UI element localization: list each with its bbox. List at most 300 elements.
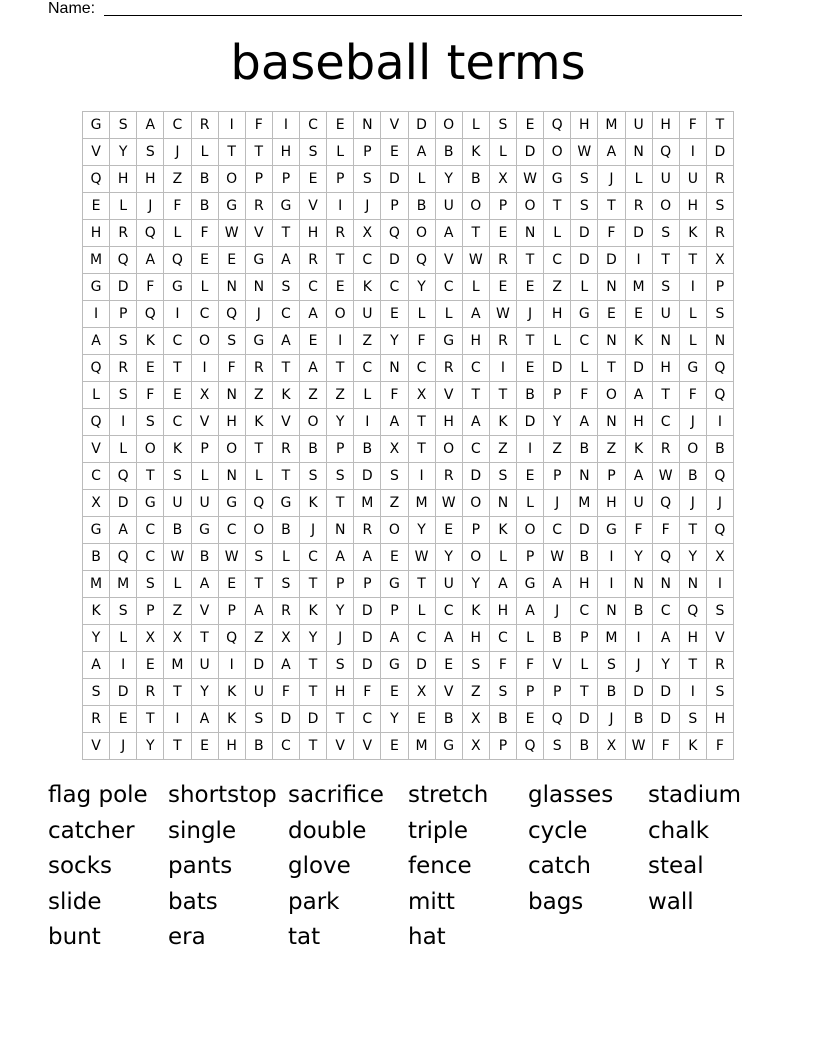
- grid-cell: P: [327, 436, 354, 463]
- grid-cell: U: [436, 571, 463, 598]
- grid-cell: S: [300, 139, 327, 166]
- grid-cell: H: [571, 571, 598, 598]
- grid-cell: L: [164, 220, 191, 247]
- grid-cell: O: [219, 166, 246, 193]
- grid-cell: K: [626, 328, 653, 355]
- grid-cell: T: [164, 733, 191, 760]
- grid-cell: G: [219, 193, 246, 220]
- grid-cell: I: [83, 301, 110, 328]
- grid-cell: C: [354, 355, 381, 382]
- grid-cell: Z: [327, 382, 354, 409]
- grid-cell: D: [653, 706, 680, 733]
- grid-cell: T: [327, 355, 354, 382]
- grid-cell: G: [436, 328, 463, 355]
- word-list-item: era: [168, 924, 206, 951]
- grid-cell: C: [300, 544, 327, 571]
- grid-cell: S: [490, 463, 517, 490]
- grid-cell: X: [409, 679, 436, 706]
- grid-cell: D: [354, 625, 381, 652]
- grid-cell: P: [137, 598, 164, 625]
- grid-cell: K: [219, 679, 246, 706]
- grid-cell: G: [381, 571, 408, 598]
- grid-cell: A: [571, 409, 598, 436]
- grid-cell: S: [110, 112, 137, 139]
- grid-cell: D: [110, 274, 137, 301]
- grid-cell: H: [83, 220, 110, 247]
- grid-cell: P: [246, 166, 273, 193]
- grid-cell: F: [490, 652, 517, 679]
- grid-cell: R: [490, 328, 517, 355]
- grid-cell: M: [626, 274, 653, 301]
- grid-cell: Z: [544, 274, 571, 301]
- grid-cell: A: [83, 328, 110, 355]
- grid-cell: R: [300, 247, 327, 274]
- grid-cell: X: [598, 733, 625, 760]
- grid-cell: P: [110, 301, 137, 328]
- grid-cell: D: [571, 220, 598, 247]
- grid-cell: B: [409, 193, 436, 220]
- grid-cell: X: [463, 733, 490, 760]
- grid-cell: F: [626, 517, 653, 544]
- grid-cell: U: [653, 301, 680, 328]
- grid-cell: A: [598, 139, 625, 166]
- grid-cell: L: [680, 328, 707, 355]
- grid-cell: O: [327, 301, 354, 328]
- grid-cell: O: [680, 436, 707, 463]
- grid-cell: V: [707, 625, 734, 652]
- grid-cell: B: [192, 166, 219, 193]
- grid-cell: T: [137, 706, 164, 733]
- grid-cell: E: [300, 328, 327, 355]
- grid-cell: T: [300, 652, 327, 679]
- grid-cell: P: [490, 733, 517, 760]
- word-list-item: bags: [528, 888, 584, 915]
- grid-cell: Y: [544, 409, 571, 436]
- grid-cell: C: [273, 301, 300, 328]
- grid-cell: L: [246, 463, 273, 490]
- grid-cell: X: [137, 625, 164, 652]
- grid-cell: Q: [544, 112, 571, 139]
- word-list-item: socks: [48, 853, 113, 880]
- grid-cell: A: [137, 247, 164, 274]
- grid-cell: C: [354, 706, 381, 733]
- grid-cell: L: [626, 166, 653, 193]
- grid-cell: P: [517, 544, 544, 571]
- grid-cell: P: [544, 679, 571, 706]
- grid-cell: U: [653, 166, 680, 193]
- grid-cell: J: [680, 490, 707, 517]
- grid-cell: A: [110, 517, 137, 544]
- grid-cell: Z: [300, 382, 327, 409]
- grid-cell: J: [598, 706, 625, 733]
- grid-cell: S: [83, 679, 110, 706]
- grid-cell: J: [110, 733, 137, 760]
- grid-cell: H: [110, 166, 137, 193]
- page-title: baseball terms: [230, 35, 586, 91]
- grid-cell: S: [219, 328, 246, 355]
- grid-cell: U: [246, 679, 273, 706]
- grid-cell: H: [463, 625, 490, 652]
- grid-cell: K: [626, 436, 653, 463]
- grid-cell: I: [626, 247, 653, 274]
- grid-cell: F: [680, 112, 707, 139]
- grid-cell: K: [354, 274, 381, 301]
- word-list-item: single: [168, 817, 237, 844]
- grid-cell: J: [517, 301, 544, 328]
- grid-cell: S: [463, 652, 490, 679]
- grid-cell: H: [653, 355, 680, 382]
- grid-cell: P: [381, 598, 408, 625]
- grid-cell: R: [246, 355, 273, 382]
- grid-cell: G: [544, 166, 571, 193]
- grid-cell: C: [571, 328, 598, 355]
- grid-cell: U: [354, 301, 381, 328]
- grid-cell: V: [83, 733, 110, 760]
- grid-cell: P: [354, 571, 381, 598]
- grid-cell: H: [653, 112, 680, 139]
- grid-cell: M: [571, 490, 598, 517]
- grid-cell: B: [192, 193, 219, 220]
- grid-cell: N: [598, 328, 625, 355]
- grid-cell: F: [517, 652, 544, 679]
- grid-cell: L: [110, 193, 137, 220]
- grid-cell: N: [219, 463, 246, 490]
- name-line: [104, 15, 742, 16]
- grid-cell: K: [273, 382, 300, 409]
- grid-cell: Z: [544, 436, 571, 463]
- grid-cell: I: [707, 571, 734, 598]
- grid-cell: I: [164, 301, 191, 328]
- grid-cell: J: [680, 409, 707, 436]
- grid-cell: B: [571, 544, 598, 571]
- grid-cell: L: [463, 274, 490, 301]
- grid-cell: D: [517, 409, 544, 436]
- grid-cell: C: [137, 544, 164, 571]
- grid-cell: S: [327, 652, 354, 679]
- grid-cell: S: [327, 463, 354, 490]
- word-list-item: double: [288, 817, 367, 844]
- grid-cell: A: [300, 301, 327, 328]
- word-list-item: flag pole: [48, 782, 148, 808]
- grid-cell: B: [598, 679, 625, 706]
- grid-cell: T: [463, 382, 490, 409]
- grid-cell: E: [327, 112, 354, 139]
- grid-cell: E: [381, 679, 408, 706]
- grid-cell: S: [653, 274, 680, 301]
- grid-cell: E: [490, 274, 517, 301]
- grid-cell: M: [164, 652, 191, 679]
- grid-cell: Y: [137, 733, 164, 760]
- grid-cell: Q: [680, 598, 707, 625]
- grid-cell: N: [626, 571, 653, 598]
- grid-cell: H: [327, 679, 354, 706]
- grid-cell: B: [436, 706, 463, 733]
- grid-cell: I: [626, 625, 653, 652]
- grid-cell: Z: [246, 625, 273, 652]
- grid-cell: H: [300, 220, 327, 247]
- grid-cell: H: [436, 409, 463, 436]
- grid-cell: Q: [83, 166, 110, 193]
- grid-cell: A: [409, 139, 436, 166]
- grid-cell: S: [246, 544, 273, 571]
- grid-cell: B: [463, 166, 490, 193]
- grid-cell: A: [463, 409, 490, 436]
- grid-cell: N: [517, 220, 544, 247]
- grid-cell: B: [626, 598, 653, 625]
- grid-cell: D: [110, 490, 137, 517]
- grid-cell: R: [490, 247, 517, 274]
- grid-cell: I: [598, 544, 625, 571]
- grid-cell: T: [192, 625, 219, 652]
- grid-cell: V: [300, 193, 327, 220]
- grid-cell: M: [83, 247, 110, 274]
- grid-cell: S: [110, 382, 137, 409]
- grid-cell: F: [381, 382, 408, 409]
- grid-cell: S: [707, 193, 734, 220]
- grid-cell: Q: [219, 301, 246, 328]
- grid-cell: A: [192, 706, 219, 733]
- grid-cell: B: [490, 706, 517, 733]
- grid-cell: A: [626, 382, 653, 409]
- grid-cell: F: [598, 220, 625, 247]
- grid-cell: Y: [680, 544, 707, 571]
- grid-cell: L: [544, 328, 571, 355]
- grid-cell: R: [707, 166, 734, 193]
- grid-cell: I: [490, 355, 517, 382]
- grid-cell: S: [273, 274, 300, 301]
- grid-cell: V: [327, 733, 354, 760]
- grid-cell: T: [273, 355, 300, 382]
- grid-cell: Y: [409, 517, 436, 544]
- grid-cell: V: [192, 598, 219, 625]
- grid-cell: G: [83, 112, 110, 139]
- grid-cell: L: [327, 139, 354, 166]
- grid-cell: O: [463, 490, 490, 517]
- grid-cell: B: [192, 544, 219, 571]
- grid-cell: N: [571, 463, 598, 490]
- grid-cell: O: [517, 193, 544, 220]
- grid-cell: N: [327, 517, 354, 544]
- grid-cell: G: [83, 274, 110, 301]
- grid-cell: I: [680, 274, 707, 301]
- grid-cell: A: [273, 247, 300, 274]
- grid-cell: S: [354, 166, 381, 193]
- grid-cell: Z: [381, 490, 408, 517]
- grid-cell: H: [571, 112, 598, 139]
- grid-cell: N: [626, 139, 653, 166]
- grid-cell: X: [707, 247, 734, 274]
- grid-cell: U: [626, 490, 653, 517]
- grid-cell: W: [653, 463, 680, 490]
- grid-cell: E: [219, 247, 246, 274]
- grid-cell: T: [409, 571, 436, 598]
- word-list-item: stretch: [408, 782, 489, 808]
- grid-cell: A: [273, 328, 300, 355]
- grid-cell: N: [653, 328, 680, 355]
- grid-cell: D: [707, 139, 734, 166]
- grid-cell: G: [680, 355, 707, 382]
- grid-cell: D: [517, 139, 544, 166]
- grid-cell: J: [544, 598, 571, 625]
- grid-cell: N: [381, 355, 408, 382]
- grid-cell: T: [273, 220, 300, 247]
- grid-cell: A: [354, 544, 381, 571]
- word-list-item: park: [288, 888, 340, 915]
- grid-cell: C: [137, 517, 164, 544]
- grid-cell: I: [707, 409, 734, 436]
- grid-cell: C: [409, 355, 436, 382]
- grid-cell: K: [137, 328, 164, 355]
- grid-cell: A: [192, 571, 219, 598]
- grid-cell: A: [381, 409, 408, 436]
- grid-cell: S: [490, 679, 517, 706]
- grid-cell: Z: [354, 328, 381, 355]
- grid-cell: V: [83, 436, 110, 463]
- grid-cell: S: [137, 139, 164, 166]
- grid-cell: B: [571, 436, 598, 463]
- grid-cell: S: [246, 706, 273, 733]
- grid-cell: I: [273, 112, 300, 139]
- grid-cell: A: [544, 571, 571, 598]
- grid-cell: E: [164, 382, 191, 409]
- grid-cell: D: [626, 220, 653, 247]
- grid-cell: Q: [409, 247, 436, 274]
- grid-cell: D: [571, 247, 598, 274]
- grid-cell: I: [680, 679, 707, 706]
- grid-cell: L: [463, 112, 490, 139]
- grid-cell: Q: [83, 409, 110, 436]
- grid-cell: B: [707, 436, 734, 463]
- grid-cell: E: [381, 139, 408, 166]
- word-list-item: steal: [648, 853, 704, 880]
- grid-cell: G: [381, 652, 408, 679]
- grid-cell: S: [110, 328, 137, 355]
- grid-cell: G: [219, 490, 246, 517]
- word-list-item: bunt: [48, 924, 101, 951]
- grid-cell: T: [327, 247, 354, 274]
- grid-cell: Q: [246, 490, 273, 517]
- grid-cell: B: [626, 706, 653, 733]
- grid-cell: A: [436, 220, 463, 247]
- grid-cell: A: [137, 112, 164, 139]
- grid-cell: L: [83, 382, 110, 409]
- grid-cell: Z: [598, 436, 625, 463]
- grid-cell: U: [192, 652, 219, 679]
- grid-cell: H: [680, 193, 707, 220]
- grid-cell: C: [490, 625, 517, 652]
- grid-cell: G: [246, 328, 273, 355]
- grid-cell: Y: [409, 274, 436, 301]
- grid-cell: A: [381, 625, 408, 652]
- grid-cell: D: [381, 247, 408, 274]
- grid-cell: L: [110, 436, 137, 463]
- grid-cell: M: [409, 490, 436, 517]
- grid-cell: V: [544, 652, 571, 679]
- grid-cell: H: [137, 166, 164, 193]
- grid-cell: C: [571, 598, 598, 625]
- grid-cell: Y: [653, 652, 680, 679]
- grid-cell: F: [137, 382, 164, 409]
- grid-cell: D: [354, 652, 381, 679]
- grid-cell: P: [463, 517, 490, 544]
- grid-cell: T: [598, 193, 625, 220]
- grid-cell: S: [164, 463, 191, 490]
- grid-cell: E: [327, 274, 354, 301]
- grid-cell: E: [409, 706, 436, 733]
- grid-cell: F: [707, 733, 734, 760]
- grid-cell: L: [680, 301, 707, 328]
- grid-cell: M: [598, 625, 625, 652]
- grid-cell: V: [436, 247, 463, 274]
- word-list: [48, 778, 788, 956]
- grid-cell: B: [354, 436, 381, 463]
- grid-cell: G: [164, 274, 191, 301]
- grid-cell: S: [571, 166, 598, 193]
- grid-cell: Q: [110, 544, 137, 571]
- grid-cell: Q: [707, 463, 734, 490]
- word-list-item: triple: [408, 817, 469, 844]
- grid-cell: K: [300, 490, 327, 517]
- grid-cell: N: [653, 571, 680, 598]
- grid-cell: T: [517, 328, 544, 355]
- grid-cell: T: [544, 193, 571, 220]
- grid-cell: E: [83, 193, 110, 220]
- grid-cell: C: [219, 517, 246, 544]
- grid-cell: W: [164, 544, 191, 571]
- grid-cell: D: [626, 355, 653, 382]
- grid-cell: Z: [164, 166, 191, 193]
- grid-cell: T: [137, 463, 164, 490]
- grid-cell: N: [219, 274, 246, 301]
- grid-cell: I: [164, 706, 191, 733]
- grid-cell: R: [110, 220, 137, 247]
- grid-cell: F: [137, 274, 164, 301]
- grid-cell: E: [192, 733, 219, 760]
- grid-cell: I: [192, 355, 219, 382]
- word-list-item: pants: [168, 853, 233, 880]
- grid-cell: K: [463, 598, 490, 625]
- grid-cell: J: [707, 490, 734, 517]
- grid-cell: G: [83, 517, 110, 544]
- grid-cell: O: [436, 112, 463, 139]
- grid-cell: T: [653, 247, 680, 274]
- grid-cell: Y: [83, 625, 110, 652]
- grid-cell: G: [137, 490, 164, 517]
- grid-cell: R: [707, 652, 734, 679]
- grid-cell: J: [246, 301, 273, 328]
- grid-cell: E: [381, 544, 408, 571]
- grid-cell: D: [300, 706, 327, 733]
- grid-cell: S: [707, 301, 734, 328]
- grid-cell: U: [680, 166, 707, 193]
- word-list-item: chalk: [648, 817, 710, 844]
- grid-cell: E: [137, 355, 164, 382]
- grid-cell: D: [246, 652, 273, 679]
- grid-cell: X: [707, 544, 734, 571]
- grid-cell: P: [192, 436, 219, 463]
- grid-cell: L: [192, 274, 219, 301]
- grid-cell: E: [219, 571, 246, 598]
- grid-cell: G: [436, 733, 463, 760]
- grid-cell: A: [653, 625, 680, 652]
- grid-cell: H: [544, 301, 571, 328]
- grid-cell: T: [571, 679, 598, 706]
- grid-cell: W: [219, 544, 246, 571]
- grid-cell: N: [707, 328, 734, 355]
- grid-cell: U: [164, 490, 191, 517]
- grid-cell: P: [598, 463, 625, 490]
- grid-cell: L: [571, 355, 598, 382]
